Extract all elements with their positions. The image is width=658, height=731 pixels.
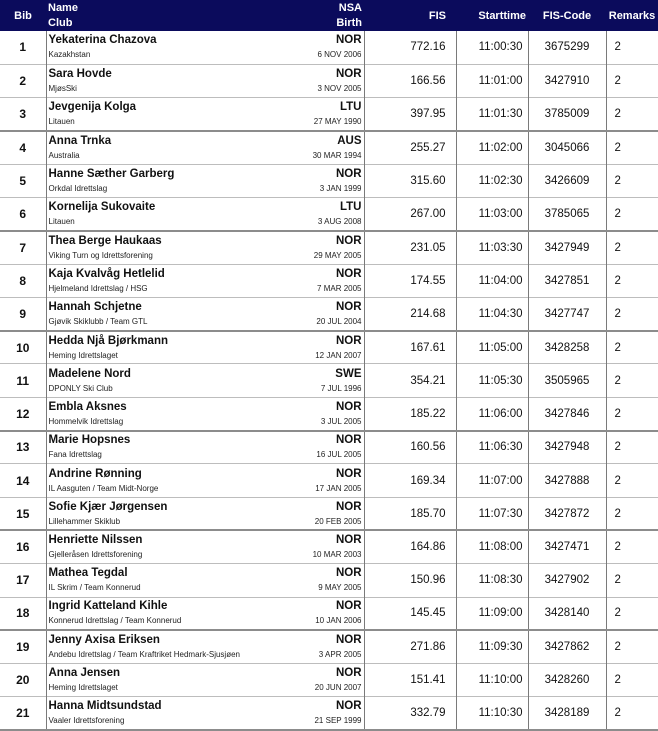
athlete-club: Litauen: [48, 116, 75, 126]
athlete-name: Yekaterina Chazova: [48, 34, 157, 47]
athlete-nsa: NOR: [335, 234, 362, 247]
fis-code-cell: 3428140: [528, 597, 606, 630]
athlete-birth: 12 JAN 2007: [315, 350, 362, 360]
bib-cell: 19: [0, 630, 46, 663]
fis-points-cell: 332.79: [364, 697, 456, 730]
table-row: [0, 197, 658, 230]
fis-points-cell: 169.34: [364, 464, 456, 497]
fis-code-cell: 3428258: [528, 331, 606, 364]
fis-points-cell: 160.56: [364, 431, 456, 464]
starttime-cell: 11:03:00: [456, 197, 528, 230]
athlete-club: Orkdal Idrettslag: [48, 183, 108, 193]
header-remarks: Remarks: [608, 9, 656, 22]
nsa-birth-cell: [242, 530, 364, 563]
table-row: [0, 431, 658, 464]
athlete-nsa: NOR: [335, 667, 362, 680]
remarks-cell: 2: [614, 407, 621, 420]
remarks-cell: 2: [614, 241, 621, 254]
remarks-cell: 2: [614, 107, 621, 120]
athlete-name: Anna Jensen: [48, 667, 121, 680]
nsa-birth-cell: [242, 464, 364, 497]
nsa-birth-cell: [242, 564, 364, 597]
fis-code-cell: 3426609: [528, 164, 606, 197]
name-club-cell: [46, 431, 242, 464]
athlete-birth: 7 MAR 2005: [317, 283, 362, 293]
fis-points-cell: 150.96: [364, 564, 456, 597]
athlete-club: Australia: [48, 150, 80, 160]
fis-points-cell: 145.45: [364, 597, 456, 630]
nsa-birth-cell: [242, 630, 364, 663]
name-club-cell: [46, 464, 242, 497]
athlete-name: Sara Hovde: [48, 67, 112, 80]
starttime-cell: 11:04:00: [456, 264, 528, 297]
athlete-nsa: NOR: [335, 334, 362, 347]
remarks-cell: 2: [614, 574, 621, 587]
starttime-cell: 11:10:00: [456, 664, 528, 697]
nsa-birth-cell: [242, 197, 364, 230]
nsa-birth-cell: [242, 31, 364, 64]
athlete-club: Kazakhstan: [48, 50, 91, 60]
name-club-cell: [46, 697, 242, 730]
name-club-cell: [46, 397, 242, 430]
starttime-cell: 11:06:00: [456, 397, 528, 430]
fis-points-cell: 255.27: [364, 131, 456, 164]
remarks-cell: 2: [614, 541, 621, 554]
fis-points-cell: 164.86: [364, 530, 456, 563]
athlete-club: Konnerud Idrettslag / Team Konnerud: [48, 616, 182, 626]
name-club-cell: [46, 297, 242, 330]
athlete-birth: 3 AUG 2008: [317, 216, 362, 226]
bib-cell: 12: [0, 397, 46, 430]
athlete-birth: 6 NOV 2006: [317, 50, 362, 60]
nsa-birth-cell: [242, 697, 364, 730]
fis-code-cell: 3427948: [528, 431, 606, 464]
fis-points-cell: 397.95: [364, 98, 456, 131]
name-club-cell: [46, 497, 242, 530]
name-club-cell: [46, 131, 242, 164]
starttime-cell: 11:08:00: [456, 530, 528, 563]
fis-points-cell: 166.56: [364, 64, 456, 97]
fis-code-cell: 3427910: [528, 64, 606, 97]
athlete-name: Thea Berge Haukaas: [48, 234, 162, 247]
starttime-cell: 11:08:30: [456, 564, 528, 597]
remarks-cell: 2: [614, 674, 621, 687]
fis-code-cell: 3427949: [528, 231, 606, 264]
nsa-birth-cell: [242, 597, 364, 630]
bib-cell: 15: [0, 497, 46, 530]
remarks-cell: 2: [614, 507, 621, 520]
nsa-birth-cell: [242, 98, 364, 131]
table-row: [0, 98, 658, 131]
table-row: [0, 164, 658, 197]
fis-points-cell: 151.41: [364, 664, 456, 697]
starttime-cell: 11:02:00: [456, 131, 528, 164]
header-birth: Birth: [336, 16, 362, 29]
bib-cell: 17: [0, 564, 46, 597]
athlete-nsa: NOR: [335, 467, 362, 480]
header-row: [0, 0, 658, 31]
fis-points-cell: 167.61: [364, 331, 456, 364]
bib-cell: 7: [0, 231, 46, 264]
fis-points-cell: 214.68: [364, 297, 456, 330]
fis-code-cell: 3428260: [528, 664, 606, 697]
athlete-birth: 27 MAY 1990: [313, 116, 362, 126]
athlete-birth: 30 MAR 1994: [312, 150, 362, 160]
athlete-nsa: SWE: [335, 367, 362, 380]
remarks-cell: 2: [614, 174, 621, 187]
bib-cell: 9: [0, 297, 46, 330]
bib-cell: 20: [0, 664, 46, 697]
athlete-name: Anna Trnka: [48, 134, 112, 147]
bib-cell: 1: [0, 31, 46, 64]
bib-cell: 18: [0, 597, 46, 630]
table-row: [0, 64, 658, 97]
starttime-cell: 11:03:30: [456, 231, 528, 264]
athlete-birth: 9 MAY 2005: [318, 583, 362, 593]
name-club-cell: [46, 530, 242, 563]
athlete-nsa: NOR: [335, 700, 362, 713]
athlete-name: Sofie Kjær Jørgensen: [48, 500, 168, 513]
athlete-name: Embla Aksnes: [48, 400, 127, 413]
athlete-nsa: NOR: [335, 34, 362, 47]
table-row: [0, 231, 658, 264]
athlete-birth: 10 MAR 2003: [312, 550, 362, 560]
athlete-club: Vaaler Idrettsforening: [48, 716, 125, 726]
athlete-nsa: NOR: [335, 400, 362, 413]
athlete-name: Hannah Schjetne: [48, 300, 142, 313]
starttime-cell: 11:09:30: [456, 630, 528, 663]
table-row: [0, 564, 658, 597]
table-row: [0, 530, 658, 563]
table-row: [0, 264, 658, 297]
athlete-birth: 3 JAN 1999: [319, 183, 362, 193]
athlete-birth: 3 JUL 2005: [320, 416, 362, 426]
table-row: [0, 364, 658, 397]
athlete-name: Madelene Nord: [48, 367, 131, 380]
nsa-birth-cell: [242, 64, 364, 97]
athlete-name: Andrine Rønning: [48, 467, 142, 480]
fis-points-cell: 354.21: [364, 364, 456, 397]
athlete-birth: 21 SEP 1999: [314, 716, 362, 726]
starttime-cell: 11:04:30: [456, 297, 528, 330]
remarks-cell: 2: [614, 474, 621, 487]
athlete-nsa: NOR: [335, 634, 362, 647]
fis-points-cell: 772.16: [364, 31, 456, 64]
name-club-cell: [46, 564, 242, 597]
athlete-name: Kornelija Sukovaite: [48, 200, 156, 213]
athlete-club: Fana Idrettslag: [48, 450, 102, 460]
table-body: [0, 31, 658, 730]
fis-code-cell: 3427872: [528, 497, 606, 530]
athlete-club: Gjelleråsen Idrettsforening: [48, 550, 143, 560]
header-nsa: NSA: [338, 1, 362, 14]
athlete-birth: 20 JUL 2004: [316, 316, 362, 326]
athlete-name: Jevgenija Kolga: [48, 100, 137, 113]
nsa-birth-cell: [242, 364, 364, 397]
starttime-cell: 11:07:00: [456, 464, 528, 497]
athlete-nsa: NOR: [335, 300, 362, 313]
athlete-nsa: NOR: [335, 500, 362, 513]
fis-points-cell: 185.22: [364, 397, 456, 430]
athlete-club: DPONLY Ski Club: [48, 383, 113, 393]
fis-code-cell: 3427851: [528, 264, 606, 297]
athlete-club: IL Skrim / Team Konnerud: [48, 583, 141, 593]
nsa-birth-cell: [242, 231, 364, 264]
table-row: [0, 31, 658, 64]
table-row: [0, 664, 658, 697]
athlete-club: MjøsSki: [48, 83, 77, 93]
name-club-cell: [46, 630, 242, 663]
header-bib: Bib: [14, 9, 32, 22]
fis-code-cell: 3675299: [528, 31, 606, 64]
header-name: Name: [48, 1, 78, 14]
athlete-nsa: NOR: [335, 434, 362, 447]
athlete-nsa: NOR: [335, 267, 362, 280]
athlete-birth: 29 MAY 2005: [313, 250, 362, 260]
starttime-cell: 11:10:30: [456, 697, 528, 730]
athlete-birth: 16 JUL 2005: [316, 450, 362, 460]
athlete-club: Lillehammer Skiklub: [48, 516, 121, 526]
fis-code-cell: 3428189: [528, 697, 606, 730]
starttime-cell: 11:05:30: [456, 364, 528, 397]
remarks-cell: 2: [614, 207, 621, 220]
starttime-cell: 11:02:30: [456, 164, 528, 197]
athlete-club: Andebu Idrettslag / Team Kraftriket Hedmark-Sjusjøen: [48, 650, 240, 660]
athlete-name: Hanne Sæther Garberg: [48, 167, 175, 180]
fis-points-cell: 267.00: [364, 197, 456, 230]
remarks-cell: 2: [614, 41, 621, 54]
athlete-birth: 3 NOV 2005: [317, 83, 362, 93]
fis-points-cell: 231.05: [364, 231, 456, 264]
bib-cell: 2: [0, 64, 46, 97]
nsa-birth-cell: [242, 397, 364, 430]
athlete-name: Ingrid Katteland Kihle: [48, 600, 168, 613]
nsa-birth-cell: [242, 164, 364, 197]
name-club-cell: [46, 231, 242, 264]
header-fis: FIS: [428, 9, 446, 22]
table-row: [0, 464, 658, 497]
remarks-cell: 2: [614, 641, 621, 654]
name-club-cell: [46, 64, 242, 97]
remarks-cell: 2: [614, 707, 621, 720]
bib-cell: 14: [0, 464, 46, 497]
athlete-nsa: LTU: [339, 100, 362, 113]
name-club-cell: [46, 664, 242, 697]
athlete-name: Marie Hopsnes: [48, 434, 131, 447]
starttime-cell: 11:01:00: [456, 64, 528, 97]
athlete-birth: 10 JAN 2006: [315, 616, 362, 626]
starttime-cell: 11:01:30: [456, 98, 528, 131]
nsa-birth-cell: [242, 264, 364, 297]
table-row: [0, 497, 658, 530]
athlete-nsa: LTU: [339, 200, 362, 213]
athlete-birth: 3 APR 2005: [318, 650, 362, 660]
athlete-nsa: NOR: [335, 67, 362, 80]
athlete-birth: 20 FEB 2005: [314, 516, 362, 526]
name-club-cell: [46, 98, 242, 131]
athlete-nsa: NOR: [335, 600, 362, 613]
athlete-club: Litauen: [48, 216, 75, 226]
bib-cell: 21: [0, 697, 46, 730]
nsa-birth-cell: [242, 664, 364, 697]
name-club-cell: [46, 597, 242, 630]
athlete-name: Kaja Kvalvåg Hetlelid: [48, 267, 165, 280]
athlete-nsa: NOR: [335, 167, 362, 180]
header-starttime: Starttime: [478, 9, 526, 22]
fis-code-cell: 3427471: [528, 530, 606, 563]
nsa-birth-cell: [242, 131, 364, 164]
remarks-cell: 2: [614, 141, 621, 154]
header-fis-code: FIS-Code: [542, 9, 592, 22]
athlete-nsa: AUS: [337, 134, 362, 147]
table-header: [0, 0, 658, 31]
fis-code-cell: 3427747: [528, 297, 606, 330]
starttime-cell: 11:07:30: [456, 497, 528, 530]
athlete-name: Hanna Midtsundstad: [48, 700, 162, 713]
fis-code-cell: 3785009: [528, 98, 606, 131]
nsa-birth-cell: [242, 497, 364, 530]
athlete-birth: 7 JUL 1996: [320, 383, 362, 393]
bib-cell: 10: [0, 331, 46, 364]
table-row: [0, 131, 658, 164]
name-club-cell: [46, 31, 242, 64]
name-club-cell: [46, 331, 242, 364]
athlete-name: Jenny Axisa Eriksen: [48, 634, 160, 647]
remarks-cell: 2: [614, 441, 621, 454]
table-row: [0, 697, 658, 730]
athlete-birth: 17 JAN 2005: [315, 483, 362, 493]
athlete-nsa: NOR: [335, 534, 362, 547]
bib-cell: 3: [0, 98, 46, 131]
bib-cell: 4: [0, 131, 46, 164]
fis-points-cell: 174.55: [364, 264, 456, 297]
fis-code-cell: 3427902: [528, 564, 606, 597]
bib-cell: 13: [0, 431, 46, 464]
remarks-cell: 2: [614, 74, 621, 87]
table-row: [0, 397, 658, 430]
fis-points-cell: 271.86: [364, 630, 456, 663]
athlete-club: Heming Idrettslaget: [48, 350, 118, 360]
starttime-cell: 11:06:30: [456, 431, 528, 464]
name-club-cell: [46, 197, 242, 230]
athlete-club: Heming Idrettslaget: [48, 683, 118, 693]
nsa-birth-cell: [242, 297, 364, 330]
table-row: [0, 297, 658, 330]
fis-points-cell: 315.60: [364, 164, 456, 197]
athlete-club: Hjelmeland Idrettslag / HSG: [48, 283, 148, 293]
starttime-cell: 11:00:30: [456, 31, 528, 64]
starttime-cell: 11:09:00: [456, 597, 528, 630]
nsa-birth-cell: [242, 431, 364, 464]
remarks-cell: 2: [614, 374, 621, 387]
fis-code-cell: 3505965: [528, 364, 606, 397]
fis-code-cell: 3427888: [528, 464, 606, 497]
remarks-cell: 2: [614, 274, 621, 287]
table-row: [0, 597, 658, 630]
athlete-name: Hedda Njå Bjørkmann: [48, 334, 168, 347]
header-nsa-birth: [242, 0, 364, 31]
name-club-cell: [46, 164, 242, 197]
table-row: [0, 331, 658, 364]
athlete-name: Mathea Tegdal: [48, 567, 128, 580]
nsa-birth-cell: [242, 331, 364, 364]
athlete-name: Henriette Nilssen: [48, 534, 143, 547]
athlete-club: IL Aasguten / Team Midt-Norge: [48, 483, 159, 493]
remarks-cell: 2: [614, 307, 621, 320]
athlete-club: Viking Turn og Idrettsforening: [48, 250, 153, 260]
athlete-birth: 20 JUN 2007: [314, 683, 362, 693]
bib-cell: 16: [0, 530, 46, 563]
fis-code-cell: 3045066: [528, 131, 606, 164]
bib-cell: 8: [0, 264, 46, 297]
bib-cell: 6: [0, 197, 46, 230]
remarks-cell: 2: [614, 341, 621, 354]
header-name-club: [46, 0, 242, 31]
fis-code-cell: 3785065: [528, 197, 606, 230]
starttime-cell: 11:05:00: [456, 331, 528, 364]
athlete-club: Hommelvik Idrettslag: [48, 416, 124, 426]
athlete-nsa: NOR: [335, 567, 362, 580]
fis-points-cell: 185.70: [364, 497, 456, 530]
bib-cell: 5: [0, 164, 46, 197]
name-club-cell: [46, 264, 242, 297]
table-row: [0, 630, 658, 663]
bib-cell: 11: [0, 364, 46, 397]
fis-code-cell: 3427862: [528, 630, 606, 663]
athlete-club: Gjøvik Skiklubb / Team GTL: [48, 316, 148, 326]
name-club-cell: [46, 364, 242, 397]
remarks-cell: 2: [614, 607, 621, 620]
fis-code-cell: 3427846: [528, 397, 606, 430]
header-club: Club: [48, 16, 73, 29]
